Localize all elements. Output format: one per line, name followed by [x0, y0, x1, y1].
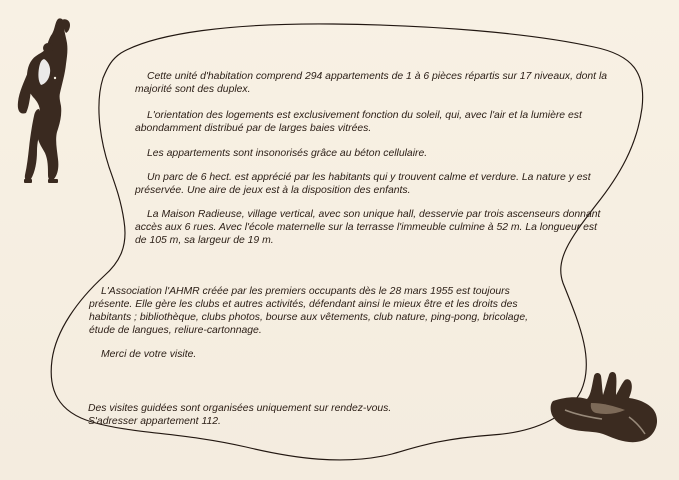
thank-you-message-text: Merci de votre visite. — [101, 349, 197, 360]
guided-tours-note — [88, 402, 428, 428]
open-hand-icon — [545, 368, 665, 450]
modulor-figure — [10, 14, 82, 190]
paragraph-orientation — [135, 109, 608, 135]
paragraph-insulation-text: Les appartements sont insonorisés grâce au béton cellulaire. — [147, 148, 428, 159]
paragraph-building-description — [135, 208, 608, 247]
paragraph-building-description-text: La Maison Radieuse, village vertical, avec son unique hall, desservie par trois ascenseurs donnant accès aux 6 rues. Avec l'école maternelle sur la terrasse l'immeuble culmine à 52 m. La longueur est de 105 m, sa largeur de 19 m. — [135, 209, 601, 246]
thank-you-message — [89, 348, 389, 361]
paragraph-association-text: L'Association l'AHMR créée par les premiers occupants dès le 28 mars 1955 est toujours présente. Elle gère les clubs et autres activités, défendant ainsi le mieux être et les droits des habitants ; bibliothèque, clubs photos, bourse aux vêtements, club nature, ping-pong, bricolage, étude de langues, reliure-cartonnage. — [89, 286, 528, 336]
paragraph-park — [135, 171, 608, 197]
paragraph-orientation-text: L'orientation des logements est exclusivement fonction du soleil, qui, avec l'air et la lumière est abondamment distribué par de larges baies vitrées. — [135, 110, 582, 134]
paragraph-association — [89, 285, 554, 337]
paragraph-insulation — [135, 147, 608, 160]
paragraph-park-text: Un parc de 6 hect. est apprécié par les habitants qui y trouvent calme et verdure. La nature y est préservée. Une aire de jeux est à la disposition des enfants. — [135, 172, 591, 196]
paragraph-housing-units — [135, 70, 608, 96]
guided-tours-note-text: Des visites guidées sont organisées uniquement sur rendez-vous. S'adresser appartement 112. — [88, 403, 392, 427]
paragraph-housing-units-text: Cette unité d'habitation comprend 294 appartements de 1 à 6 pièces répartis sur 17 niveaux, dont la majorité sont des duplex. — [135, 71, 608, 95]
